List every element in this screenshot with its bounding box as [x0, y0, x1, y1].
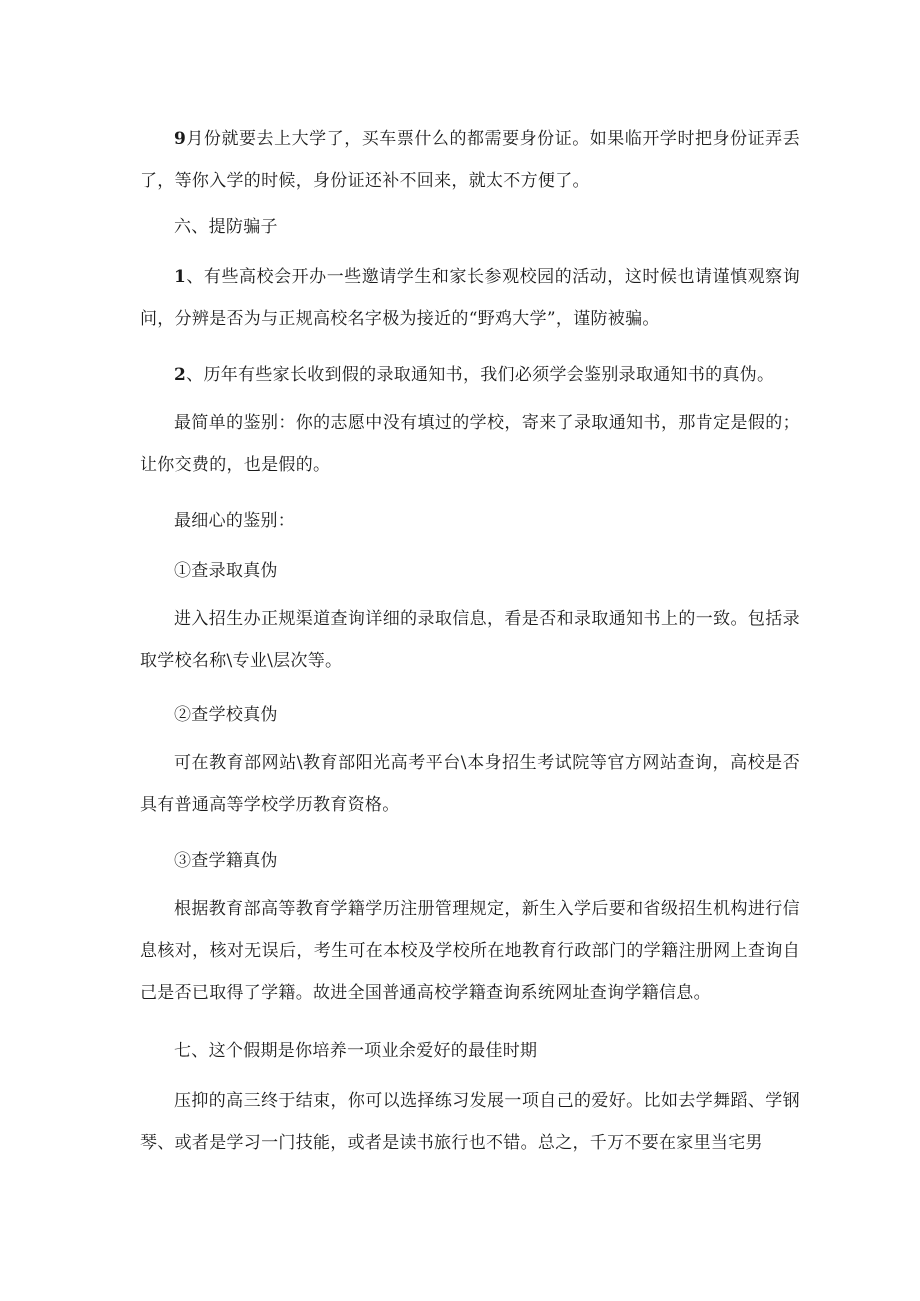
paragraph-text: 、历年有些家长收到假的录取通知书，我们必须学会鉴别录取通知书的真伪。 — [186, 365, 775, 385]
paragraph-careful-check: 最细心的鉴别： — [174, 511, 296, 531]
subheading-check-admission: ①查录取真伪 — [174, 561, 278, 581]
heading-hobby-period: 七、这个假期是你培养一项业余爱好的最佳时期 — [174, 1041, 538, 1061]
paragraph-campus-visit — [140, 256, 800, 340]
paragraph-hobby: 压抑的高三终于结束，你可以选择练习发展一项自己的爱好。比如去学舞蹈、学钢琴、或者是学习一门技能，或者是读书旅行也不错。总之，千万不要在家里当宅男 — [140, 1091, 800, 1153]
paragraph-text: 月份就要去上大学了，买车票什么的都需要身份证。如果临开学时把身份证弄丢了，等你入学的时候，身份证还补不回来，就太不方便了。 — [140, 129, 800, 191]
paragraph-school-check: 可在教育部网站\教育部阳光高考平台\本身招生考试院等官方网站查询，高校是否具有普通高等学校学历教育资格。 — [140, 753, 800, 815]
paragraph-lead-number: 9 — [174, 129, 187, 149]
paragraph-simplest-check: 最简单的鉴别：你的志愿中没有填过的学校，寄来了录取通知书，那肯定是假的；让你交费的，也是假的。 — [140, 413, 800, 475]
paragraph-registration-check: 根据教育部高等教育学籍学历注册管理规定，新生入学后要和省级招生机构进行信息核对，核对无误后，考生可在本校及学校所在地教育行政部门的学籍注册网上查询自己是否已取得了学籍。故进全国普通高校学籍查询系统网址查询学籍信息。 — [140, 899, 800, 1003]
paragraph-fake-notice — [140, 354, 800, 396]
paragraph-text: 、有些高校会开办一些邀请学生和家长参观校园的活动，这时候也请谨慎观察询问，分辨是否为与正规高校名字极为接近的“野鸡大学”，谨防被骗。 — [140, 267, 800, 329]
paragraph-lead-number: 1 — [174, 267, 187, 287]
subheading-check-registration: ③查学籍真伪 — [174, 851, 278, 871]
paragraph-id-card — [140, 118, 800, 202]
paragraph-admission-info: 进入招生办正规渠道查询详细的录取信息，看是否和录取通知书上的一致。包括录取学校名称\专业\层次等。 — [140, 609, 800, 671]
paragraph-lead-number: 2 — [174, 365, 187, 385]
heading-beware-scammers: 六、提防骗子 — [174, 217, 278, 237]
subheading-check-school: ②查学校真伪 — [174, 705, 278, 725]
